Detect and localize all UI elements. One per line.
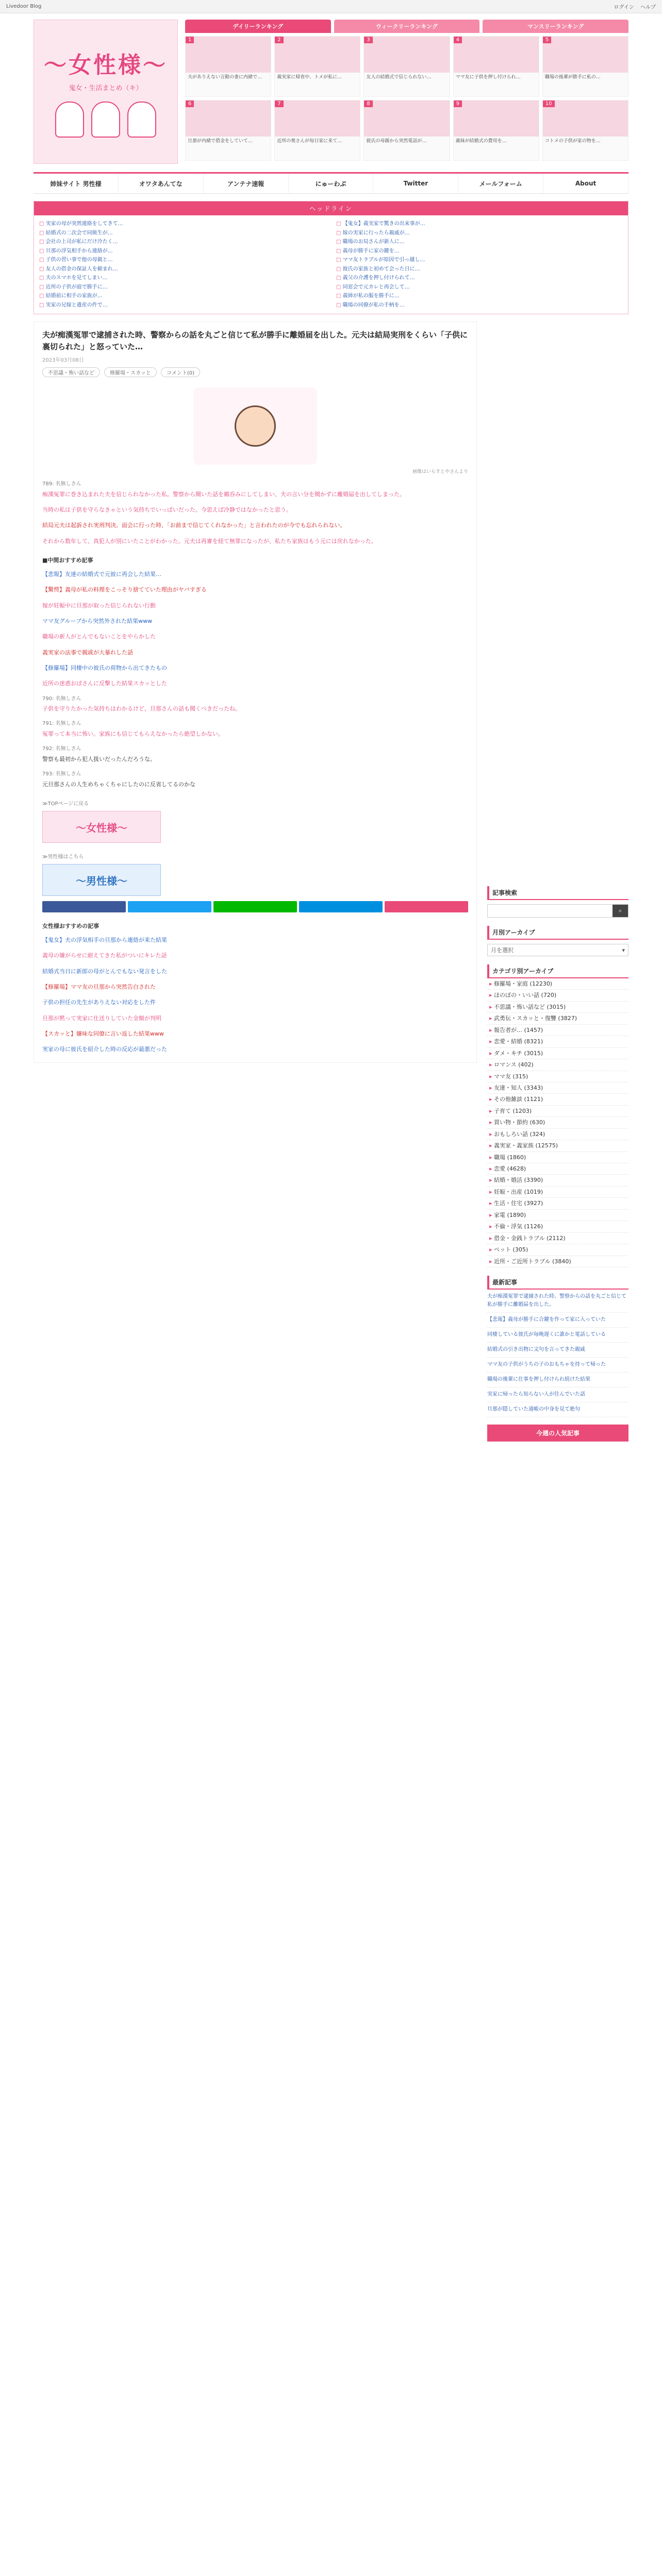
tag-category-1[interactable]: 不思議・怖い話など — [42, 367, 100, 377]
headline-item[interactable]: □ 夫のスマホを見てしまい… — [39, 274, 326, 283]
ranking-item[interactable] — [363, 36, 450, 97]
nav-about[interactable]: About — [543, 174, 628, 193]
category-item[interactable]: ▸ ママ友 (315) — [487, 1071, 628, 1082]
category-title: カテゴリ別アーカイブ — [487, 964, 628, 978]
related-item[interactable]: 旦那が黙って実家に仕送りしていた金額が判明 — [42, 1014, 161, 1022]
recent-item[interactable]: 職場の後輩に仕事を押し付けられ続けた結果 — [487, 1372, 628, 1387]
ranking-item-title: 友人の結婚式で信じられない… — [366, 75, 432, 80]
ranking-number: 3 — [364, 37, 372, 43]
category-item[interactable]: ▸ 生活・住宅 (3927) — [487, 1198, 628, 1209]
comment-text: 冤罪って本当に怖い。家族にも信じてもらえなかったら絶望しかない。 — [42, 730, 224, 737]
chevron-down-icon: ▾ — [622, 946, 625, 954]
comments-link[interactable]: コメント(0) — [161, 367, 200, 377]
category-item[interactable]: ▸ 家電 (1890) — [487, 1210, 628, 1221]
headline-item[interactable]: □ 会社の上司が私にだけ冷たく… — [39, 238, 326, 247]
top-page-link[interactable]: ≫TOPページに戻る — [42, 801, 89, 807]
related-item[interactable]: 【スカッと】嫌味な同僚に言い返した結果www — [42, 1030, 164, 1038]
recent-item[interactable]: 同棲している彼氏が毎晩遅くに誰かと電話している — [487, 1328, 628, 1343]
ranking-number: 7 — [275, 100, 283, 107]
category-item[interactable]: ▸ 結婚・婚活 (3390) — [487, 1175, 628, 1186]
global-nav — [34, 172, 628, 194]
tag-category-2[interactable]: 修羅場・スカッと — [104, 367, 157, 377]
ranking-thumbnail — [543, 37, 628, 73]
category-item[interactable]: ▸ 借金・金銭トラブル (2112) — [487, 1233, 628, 1244]
women-site-banner[interactable]: 〜女性様〜 — [42, 811, 161, 843]
article-paragraph — [42, 520, 468, 531]
headline-title: ヘッドライン — [34, 201, 628, 215]
comment-text: 元旦那さんの人生めちゃくちゃにしたのに反省してるのかな — [42, 781, 195, 788]
ranking-item[interactable] — [185, 100, 271, 161]
ranking-item-title: コトメの子供が家の物を… — [544, 139, 601, 144]
ranking-thumbnail — [454, 100, 539, 137]
headline-item[interactable]: □ 結婚前に相手の家族が… — [39, 292, 326, 301]
article-body — [42, 480, 468, 547]
headline-item[interactable]: □ 同窓会で元カレと再会して… — [336, 283, 623, 292]
category-item[interactable]: ▸ 修羅場・家庭 (12230) — [487, 978, 628, 990]
category-item[interactable]: ▸ 妊娠・出産 (1019) — [487, 1187, 628, 1198]
article-paragraph — [42, 505, 468, 515]
ranking-item[interactable] — [274, 36, 360, 97]
mid-recommend-item[interactable]: 【修羅場】同棲中の彼氏の荷物から出てきたもの — [42, 664, 167, 671]
recent-item[interactable]: 【悲報】義母が勝手に合鍵を作って家に入っていた — [487, 1313, 628, 1328]
headline-item[interactable]: □ ママ友トラブルが原因で引っ越し… — [336, 256, 623, 265]
ranking-thumbnail — [454, 37, 539, 73]
ranking-thumbnail — [275, 100, 360, 137]
category-item[interactable]: ▸ 恋愛 (4628) — [487, 1163, 628, 1175]
ranking-number: 9 — [454, 100, 462, 107]
headline-item[interactable]: □ 義姉が私の服を勝手に… — [336, 292, 623, 301]
share-buttons — [42, 901, 468, 912]
ranking-number: 1 — [186, 37, 194, 43]
line-share-icon[interactable] — [213, 901, 297, 912]
ranking-number: 4 — [454, 37, 462, 43]
ranking-panel — [185, 20, 628, 169]
recent-item[interactable]: 旦那が隠していた通帳の中身を見て絶句 — [487, 1402, 628, 1417]
nav-antenna-sokuho[interactable]: アンテナ速報 — [204, 174, 289, 193]
category-item[interactable]: ▸ ロマンス (402) — [487, 1059, 628, 1071]
ranking-item-title: ママ友に子供を押し付けられ… — [455, 75, 521, 80]
comment-text: 子供を守りたかった気持ちはわかるけど、旦那さんの話も聞くべきだったね。 — [42, 705, 241, 713]
ranking-number: 8 — [364, 100, 372, 107]
category-item[interactable]: ▸ 子育て (1203) — [487, 1106, 628, 1117]
ranking-number: 10 — [543, 100, 555, 107]
twitter-share-icon[interactable] — [128, 901, 211, 912]
article-tags — [42, 367, 468, 377]
ranking-item[interactable] — [274, 100, 360, 161]
sidebar — [487, 321, 628, 1442]
logo-title: 〜女性様〜 — [44, 52, 168, 78]
headline-item[interactable]: □ 実家の母が突然連絡をしてきて… — [39, 219, 326, 229]
ranking-item[interactable] — [363, 100, 450, 161]
comment — [42, 770, 468, 790]
tab-weekly-ranking[interactable]: ウィークリーランキング — [334, 20, 480, 33]
related-item[interactable]: 【修羅場】ママ友の旦那から突然告白された — [42, 984, 156, 991]
category-item[interactable]: ▸ 近所・ご近所トラブル (3840) — [487, 1256, 628, 1267]
search-icon[interactable]: ⌕ — [613, 905, 628, 917]
livedoor-link[interactable]: Livedoor Blog — [6, 4, 42, 9]
facebook-share-icon[interactable] — [42, 901, 126, 912]
pocket-share-icon[interactable] — [385, 901, 468, 912]
archive-select[interactable] — [487, 944, 628, 956]
men-site-label[interactable]: ≫男性様はこちら — [42, 854, 84, 860]
headline-list — [34, 215, 628, 314]
help-link[interactable]: ヘルプ — [640, 5, 656, 10]
category-item[interactable]: ▸ おもしろい話 (324) — [487, 1129, 628, 1140]
comment-number: 791: 名無しさん — [42, 721, 81, 727]
headline-item[interactable]: □ 嫁の実家に行ったら親戚が… — [336, 229, 623, 238]
top-bar — [0, 0, 662, 13]
ranking-thumbnail — [543, 100, 628, 137]
mid-recommend-item[interactable]: 義実家の法事で親戚が大暴れした話 — [42, 649, 133, 656]
nav-twitter[interactable]: Twitter — [373, 174, 458, 193]
mid-recommend-list — [42, 569, 468, 689]
paragraph-text: 痴漢冤罪に巻き込まれた夫を信じられなかった私。警察から聞いた話を鵜呑みにしてしまい、夫の言い分を聞かずに離婚届を出してしまった。 — [42, 490, 405, 498]
nav-owata-antenna[interactable]: オワタあんてな — [119, 174, 204, 193]
category-list — [487, 978, 628, 1267]
category-item[interactable]: ▸ 義実家・義家族 (12575) — [487, 1140, 628, 1151]
logo-characters — [55, 101, 156, 138]
recent-item[interactable]: 夫が痴漢冤罪で逮捕された時、警察からの話を丸ごと信じて私が勝手に離婚届を出した。 — [487, 1290, 628, 1313]
headline-item[interactable]: □ 近所の子供が庭で勝手に… — [39, 283, 326, 292]
ranking-number: 2 — [275, 37, 283, 43]
comment — [42, 694, 468, 715]
ranking-item-title: 義実家に帰省中、トメが私に… — [277, 75, 342, 80]
hatena-share-icon[interactable] — [299, 901, 383, 912]
mid-recommend-item[interactable]: 【悲報】友達の結婚式で元彼に再会した結果… — [42, 570, 161, 578]
related-item[interactable]: 義母の嫌がらせに耐えてきた私がついにキレた話 — [42, 952, 167, 959]
ranking-item[interactable] — [185, 36, 271, 97]
mid-recommend-item[interactable]: 【驚愕】義母が私の料理をこっそり捨てていた理由がヤバすぎる — [42, 586, 207, 594]
tab-daily-ranking[interactable]: デイリーランキング — [185, 20, 331, 33]
ranking-thumbnail — [186, 100, 271, 137]
worried-woman-icon — [235, 405, 276, 447]
paragraph-text: それから数年して、真犯人が別にいたことがわかった。元夫は再審を経て無罪になったが、私たち家族はもう元には戻れなかった。 — [42, 537, 377, 545]
ranking-thumbnail — [364, 100, 449, 137]
mid-recommend-item[interactable]: 職場の新人がとんでもないことをやらかした — [42, 633, 156, 640]
headline-item[interactable]: □ 義父の介護を押し付けられて… — [336, 274, 623, 283]
category-item[interactable]: ▸ ダメ・キチ (3015) — [487, 1048, 628, 1059]
ranking-thumbnail — [275, 37, 360, 73]
recent-item[interactable]: ママ友の子供がうちの子のおもちゃを持って帰った — [487, 1358, 628, 1372]
login-link[interactable]: ログイン — [614, 5, 634, 10]
ranking-item[interactable] — [453, 36, 539, 97]
category-item[interactable]: ▸ 友達・知人 (3343) — [487, 1082, 628, 1094]
page-wrapper — [34, 20, 628, 1442]
nav-mail-form[interactable]: メールフォーム — [458, 174, 543, 193]
category-item[interactable]: ▸ 恋愛・結婚 (8321) — [487, 1036, 628, 1047]
paragraph-text: 結局元夫は起訴され実刑判決。面会に行った時、「お前まで信じてくれなかった」と言われたのが今でも忘れられない。 — [42, 522, 346, 529]
ranking-item[interactable] — [542, 36, 628, 97]
archive-title: 月別アーカイブ — [487, 926, 628, 940]
tab-monthly-ranking[interactable]: マンスリーランキング — [483, 20, 628, 33]
recent-item[interactable]: 実家に帰ったら知らない人が住んでいた話 — [487, 1387, 628, 1402]
article — [34, 321, 477, 1063]
ranking-item[interactable] — [453, 100, 539, 161]
category-item[interactable]: ▸ 武勇伝・スカッと・復讐 (3827) — [487, 1013, 628, 1024]
sidebar-ad-space — [487, 321, 628, 878]
related-item[interactable]: 結婚式当日に新郎の母がとんでもない発言をした — [42, 968, 167, 975]
category-item[interactable]: ▸ 職場 (1860) — [487, 1152, 628, 1163]
ranking-number: 5 — [543, 37, 551, 43]
search-box-title: 記事検索 — [487, 886, 628, 900]
headline-box — [34, 201, 628, 314]
site-logo[interactable] — [34, 20, 178, 164]
comment-number: 792: 名無しさん — [42, 746, 81, 752]
mid-section-title: ■中間おすすめ記事 — [42, 556, 93, 564]
comment — [42, 719, 468, 739]
category-item[interactable]: ▸ 買い物・節約 (630) — [487, 1117, 628, 1128]
article-paragraph — [42, 536, 468, 547]
header — [34, 20, 628, 169]
comment-number: 790: 名無しさん — [42, 696, 81, 702]
ranking-grid — [185, 36, 628, 161]
related-list — [42, 935, 468, 1055]
headline-item[interactable]: □ 【鬼女】義実家で驚きの出来事が… — [336, 219, 623, 229]
comment-text: 警察も最初から犯人扱いだったんだろうな。 — [42, 755, 156, 762]
mid-recommend-item[interactable]: 近所の迷惑おばさんに反撃した結果スカッとした — [42, 680, 167, 687]
related-item[interactable]: 【鬼女】夫の浮気相手の旦那から連絡が来た結果 — [42, 937, 167, 943]
comment-number: 793: 名無しさん — [42, 771, 81, 777]
archive-select-value: 月を選択 — [491, 947, 514, 954]
ranking-item[interactable] — [542, 100, 628, 161]
search-input[interactable] — [488, 905, 613, 917]
ranking-item-title: 義妹が結婚式の費用を… — [455, 139, 507, 144]
recent-item[interactable]: 結婚式の引き出物に文句を言ってきた親戚 — [487, 1343, 628, 1358]
related-item[interactable]: 実家の母に彼氏を紹介した時の反応が最悪だった — [42, 1046, 167, 1053]
ranking-number: 6 — [186, 100, 194, 107]
headline-item[interactable]: □ 職場のお局さんが新人に… — [336, 238, 623, 247]
ranking-item-title: 近所の奥さんが毎日家に来て… — [277, 139, 342, 144]
image-caption: 画像はいらすとやさんより — [412, 469, 468, 474]
category-item[interactable]: ▸ 不倫・浮気 (1126) — [487, 1221, 628, 1232]
paragraph-number: 789: 名無しさん — [42, 481, 81, 487]
ranking-thumbnail — [186, 37, 271, 73]
search-form — [487, 904, 628, 918]
headline-item[interactable]: □ 結婚式の二次会で同級生が… — [39, 229, 326, 238]
mid-recommend-item[interactable]: 嫁が妊娠中に旦那が取った信じられない行動 — [42, 602, 156, 609]
ranking-item-title: 彼氏の母親から突然電話が… — [366, 139, 427, 144]
mid-recommend-item[interactable]: ママ友グループから突然外された結果www — [42, 617, 153, 624]
ranking-thumbnail — [364, 37, 449, 73]
category-item[interactable]: ▸ ペット (305) — [487, 1244, 628, 1256]
recent-title: 最新記事 — [487, 1276, 628, 1290]
category-item[interactable]: ▸ 報告者が… (1457) — [487, 1025, 628, 1036]
ranking-item-title: 旦那が内緒で借金をしていて… — [188, 139, 253, 144]
category-item[interactable]: ▸ 不思議・怖い話など (3015) — [487, 1002, 628, 1013]
content-column — [34, 321, 477, 1442]
headline-item[interactable]: □ 職場の同僚が私の手柄を… — [336, 301, 623, 310]
headline-item[interactable]: □ 彼氏の家族と初めて会った日に… — [336, 265, 623, 274]
paragraph-text: 当時の私は子供を守らなきゃという気持ちでいっぱいだった。今思えば冷静ではなかったと思う。 — [42, 506, 292, 513]
related-title: 女性様おすすめの記事 — [42, 923, 100, 929]
nav-men-site[interactable]: 姉妹サイト 男性様 — [34, 174, 119, 193]
men-site-banner[interactable]: 〜男性様〜 — [42, 864, 161, 896]
headline-item[interactable]: □ 旦那の浮気相手から連絡が… — [39, 247, 326, 256]
article-date: 2023年03月08日 — [42, 358, 84, 363]
comment — [42, 744, 468, 765]
article-paragraph — [42, 480, 468, 500]
popular-title: 今週の人気記事 — [487, 1425, 628, 1442]
article-title[interactable]: 夫が痴漢冤罪で逮捕された時、警察からの話を丸ごと信じて私が勝手に離婚届を出した。元夫は結局実刑をくらい「子供に裏切られた」と怒っていた… — [42, 330, 468, 351]
ranking-item-title: 夫がありえない言動の妻に内緒で… — [188, 75, 262, 80]
headline-item[interactable]: □ 子供の習い事で他の母親と… — [39, 256, 326, 265]
eyecatch-illustration — [193, 387, 317, 465]
category-item[interactable]: ▸ その他雑談 (1121) — [487, 1094, 628, 1105]
nav-newwap[interactable]: にゅーわぷ — [289, 174, 374, 193]
recent-list — [487, 1290, 628, 1417]
related-item[interactable]: 子供の担任の先生がありえない対応をした件 — [42, 999, 156, 1006]
headline-item[interactable]: □ 友人の借金の保証人を頼まれ… — [39, 265, 326, 274]
article-comments — [42, 694, 468, 790]
category-item[interactable]: ▸ ほのぼの・いい話 (720) — [487, 990, 628, 1001]
logo-subtitle: 鬼女・生活まとめ（キ） — [69, 84, 143, 92]
ranking-item-title: 職場の後輩が勝手に私の… — [544, 75, 601, 80]
main-area — [34, 321, 628, 1442]
headline-item[interactable]: □ 実家の兄嫁と遺産の件で… — [39, 301, 326, 310]
headline-item[interactable]: □ 義母が勝手に家の鍵を… — [336, 247, 623, 256]
